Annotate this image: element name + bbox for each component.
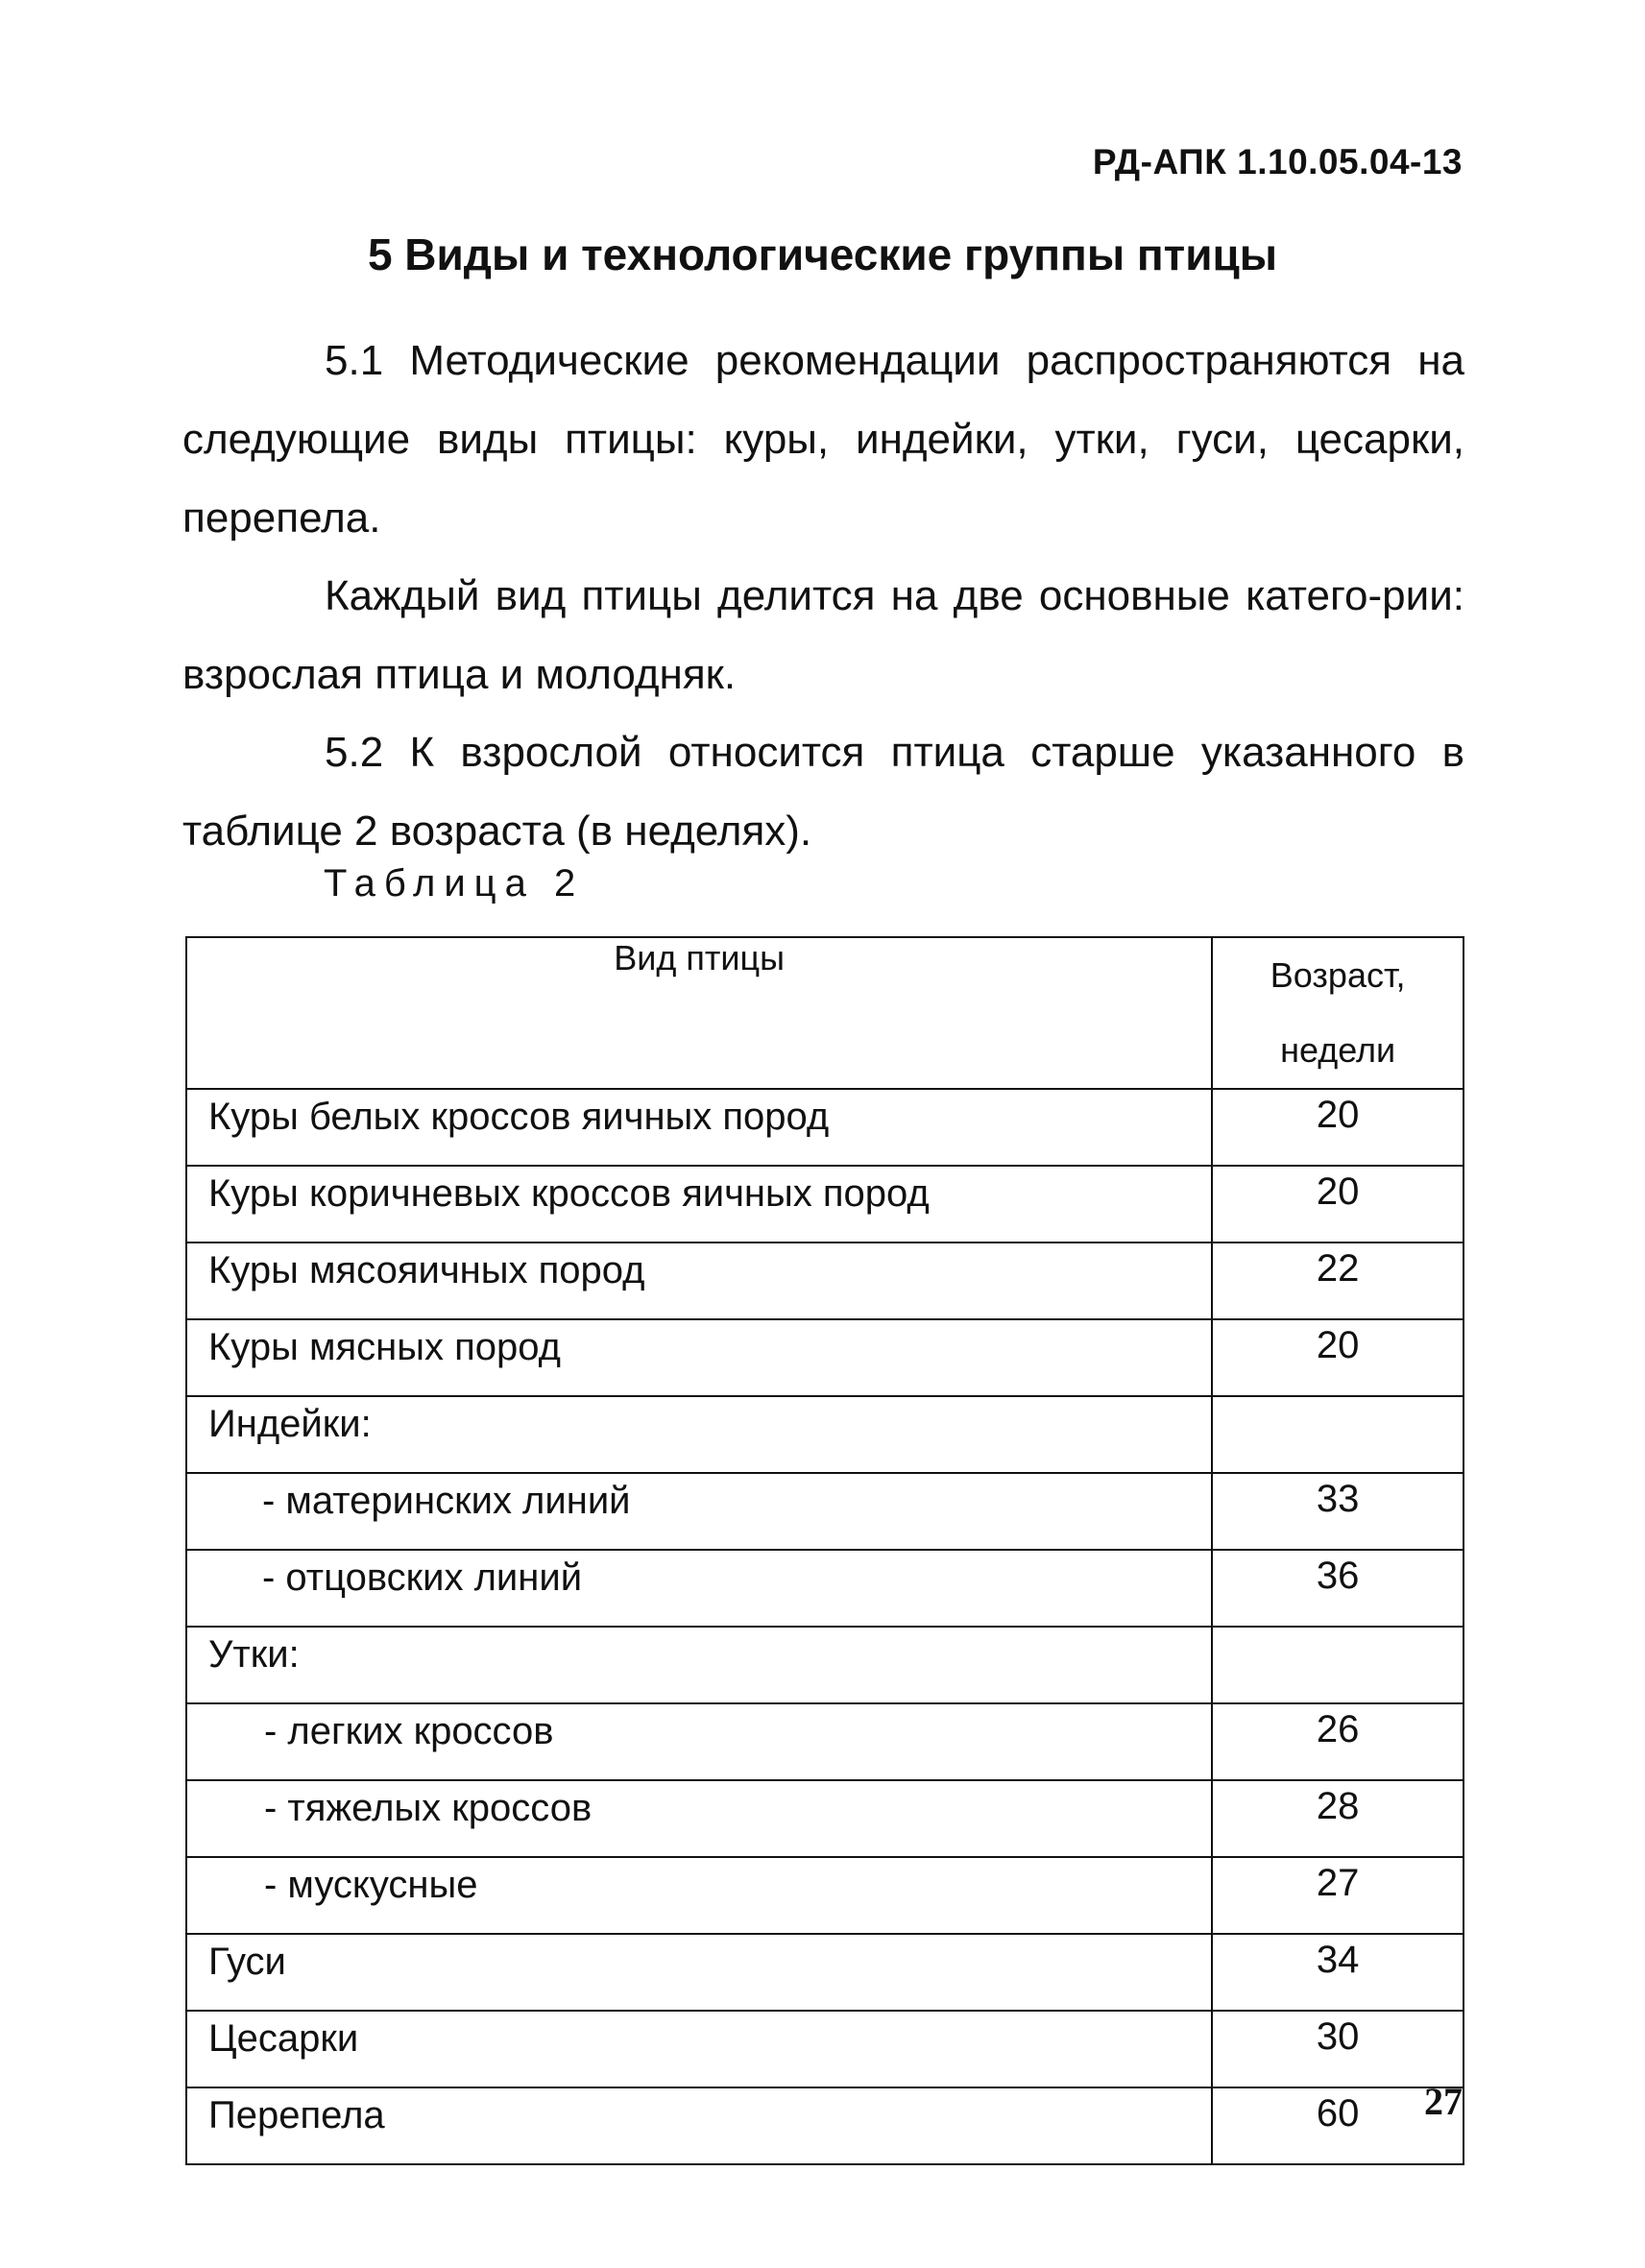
cell-age: 60: [1212, 2087, 1464, 2164]
cell-age: [1212, 1396, 1464, 1473]
cell-age: 33: [1212, 1473, 1464, 1550]
paragraph-text: 5.1 Методические рекомендации распространяются на следующие виды птицы: куры, индейки, утки, гуси, цесарки, перепела.: [182, 337, 1464, 542]
table-header-row: [186, 937, 1464, 1089]
header-kind: Вид птицы: [186, 937, 1212, 1089]
table-row: [186, 1934, 1464, 2011]
table-row: [186, 1396, 1464, 1473]
cell-kind: Куры мясояичных пород: [186, 1243, 1212, 1319]
paragraph-5-1: [182, 322, 1464, 558]
table-row: [186, 1319, 1464, 1396]
cell-age: 34: [1212, 1934, 1464, 2011]
cell-kind: Утки:: [186, 1627, 1212, 1703]
section-title: 5 Виды и технологические группы птицы: [367, 229, 1278, 279]
cell-kind: Перепела: [186, 2087, 1212, 2164]
table-row: [186, 1550, 1464, 1627]
cell-age: 26: [1212, 1703, 1464, 1780]
table-row: [186, 1627, 1464, 1703]
cell-kind: - легких кроссов: [186, 1703, 1212, 1780]
cell-kind: Куры мясных пород: [186, 1319, 1212, 1396]
table-row: [186, 1857, 1464, 1934]
cell-age: 27: [1212, 1857, 1464, 1934]
cell-kind: Цесарки: [186, 2011, 1212, 2087]
cell-kind: - тяжелых кроссов: [186, 1780, 1212, 1857]
cell-age: 28: [1212, 1780, 1464, 1857]
cell-kind: - материнских линий: [186, 1473, 1212, 1550]
header-age-line1: Возраст,: [1270, 955, 1406, 995]
cell-kind: Индейки:: [186, 1396, 1212, 1473]
cell-kind: - отцовских линий: [186, 1550, 1212, 1627]
cell-kind: - мускусные: [186, 1857, 1212, 1934]
header-age-line2: недели: [1280, 1030, 1396, 1070]
table-caption: Таблица 2: [324, 862, 585, 905]
table-row: [186, 1473, 1464, 1550]
header-age: [1212, 937, 1464, 1089]
cell-age: 30: [1212, 2011, 1464, 2087]
cell-age: 36: [1212, 1550, 1464, 1627]
table-row: [186, 1166, 1464, 1243]
table-row: [186, 1089, 1464, 1166]
page-number: 27: [1424, 2080, 1463, 2123]
paragraph-5-2: [182, 713, 1464, 871]
table-row: [186, 1243, 1464, 1319]
paragraph-text: 5.2 К взрослой относится птица старше указанного в таблице 2 возраста (в неделях).: [182, 729, 1464, 855]
paragraph-categories: [182, 557, 1464, 714]
cell-age: 22: [1212, 1243, 1464, 1319]
table-row: [186, 1703, 1464, 1780]
cell-kind: Гуси: [186, 1934, 1212, 2011]
cell-kind: Куры белых кроссов яичных пород: [186, 1089, 1212, 1166]
document-code: РД-АПК 1.10.05.04-13: [1092, 142, 1463, 181]
table-row: [186, 2011, 1464, 2087]
cell-age: 20: [1212, 1319, 1464, 1396]
bird-age-table: [185, 936, 1464, 2165]
cell-kind: Куры коричневых кроссов яичных пород: [186, 1166, 1212, 1243]
paragraph-text: Каждый вид птицы делится на две основные катего-рии: взрослая птица и молодняк.: [182, 572, 1464, 698]
cell-age: 20: [1212, 1166, 1464, 1243]
cell-age: 20: [1212, 1089, 1464, 1166]
table-row: [186, 2087, 1464, 2164]
cell-age: [1212, 1627, 1464, 1703]
table-row: [186, 1780, 1464, 1857]
